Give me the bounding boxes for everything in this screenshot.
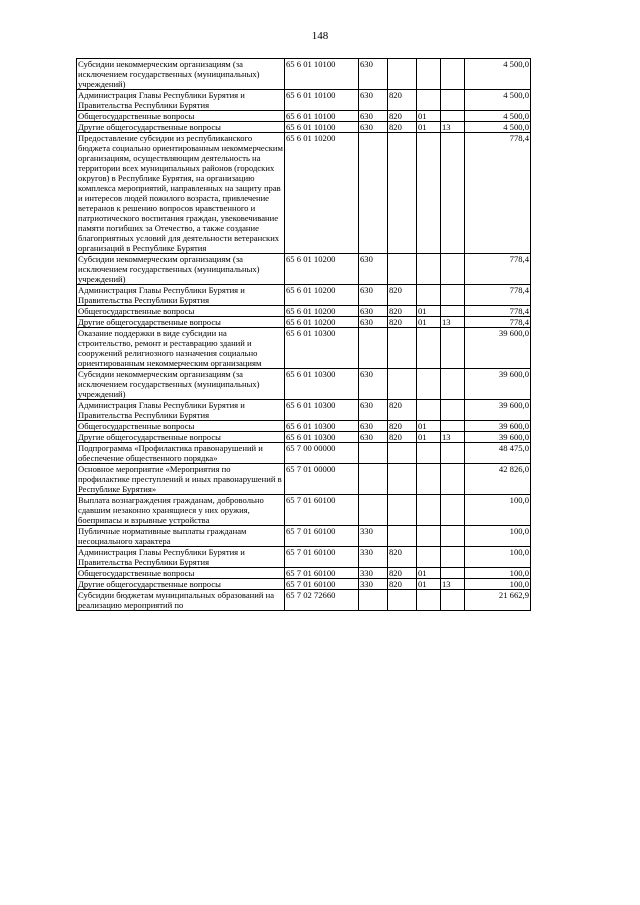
row-admin-code: 820 bbox=[388, 285, 417, 306]
row-expense-type: 630 bbox=[359, 254, 388, 285]
row-admin-code: 820 bbox=[388, 547, 417, 568]
row-section bbox=[417, 495, 441, 526]
row-section: 01 bbox=[417, 111, 441, 122]
table-row bbox=[77, 495, 531, 526]
row-amount: 778,4 bbox=[465, 285, 531, 306]
row-amount: 4 500,0 bbox=[465, 111, 531, 122]
table-row bbox=[77, 443, 531, 464]
row-name: Субсидии некоммерческим организациям (за исключением государственных (муниципальных) учреждений) bbox=[77, 59, 285, 90]
table-row bbox=[77, 328, 531, 369]
row-target-code: 65 7 01 60100 bbox=[285, 526, 359, 547]
row-subsection bbox=[441, 443, 465, 464]
row-section bbox=[417, 328, 441, 369]
row-amount: 778,4 bbox=[465, 254, 531, 285]
row-amount: 39 600,0 bbox=[465, 369, 531, 400]
row-admin-code: 820 bbox=[388, 432, 417, 443]
row-target-code: 65 7 00 00000 bbox=[285, 443, 359, 464]
row-subsection bbox=[441, 111, 465, 122]
table-row bbox=[77, 421, 531, 432]
row-target-code: 65 7 01 00000 bbox=[285, 464, 359, 495]
table-row bbox=[77, 547, 531, 568]
row-target-code: 65 6 01 10200 bbox=[285, 306, 359, 317]
row-target-code: 65 6 01 10100 bbox=[285, 111, 359, 122]
row-amount: 100,0 bbox=[465, 579, 531, 590]
row-amount: 100,0 bbox=[465, 547, 531, 568]
row-name: Подпрограмма «Профилактика правонарушений и обеспечение общественного порядка» bbox=[77, 443, 285, 464]
row-expense-type: 630 bbox=[359, 400, 388, 421]
row-name: Общегосударственные вопросы bbox=[77, 111, 285, 122]
row-subsection bbox=[441, 369, 465, 400]
table-row bbox=[77, 432, 531, 443]
row-target-code: 65 6 01 10200 bbox=[285, 285, 359, 306]
row-section bbox=[417, 369, 441, 400]
row-section bbox=[417, 590, 441, 611]
row-admin-code bbox=[388, 443, 417, 464]
row-target-code: 65 6 01 10300 bbox=[285, 400, 359, 421]
row-target-code: 65 7 01 60100 bbox=[285, 568, 359, 579]
row-name: Администрация Главы Республики Бурятия и Правительства Республики Бурятия bbox=[77, 285, 285, 306]
row-section: 01 bbox=[417, 568, 441, 579]
row-expense-type: 630 bbox=[359, 59, 388, 90]
row-expense-type: 630 bbox=[359, 90, 388, 111]
row-admin-code bbox=[388, 133, 417, 254]
row-name: Общегосударственные вопросы bbox=[77, 568, 285, 579]
row-subsection bbox=[441, 464, 465, 495]
row-subsection: 13 bbox=[441, 122, 465, 133]
row-amount: 42 826,0 bbox=[465, 464, 531, 495]
row-subsection: 13 bbox=[441, 432, 465, 443]
row-amount: 39 600,0 bbox=[465, 328, 531, 369]
table-row bbox=[77, 579, 531, 590]
row-admin-code: 820 bbox=[388, 111, 417, 122]
row-admin-code: 820 bbox=[388, 122, 417, 133]
row-expense-type bbox=[359, 464, 388, 495]
row-expense-type: 330 bbox=[359, 547, 388, 568]
row-amount: 778,4 bbox=[465, 133, 531, 254]
row-target-code: 65 6 01 10100 bbox=[285, 122, 359, 133]
table-row bbox=[77, 122, 531, 133]
row-name: Общегосударственные вопросы bbox=[77, 306, 285, 317]
row-subsection bbox=[441, 59, 465, 90]
row-section: 01 bbox=[417, 579, 441, 590]
row-admin-code bbox=[388, 328, 417, 369]
row-admin-code bbox=[388, 495, 417, 526]
row-expense-type: 630 bbox=[359, 111, 388, 122]
row-amount: 100,0 bbox=[465, 495, 531, 526]
row-target-code: 65 6 01 10100 bbox=[285, 59, 359, 90]
row-target-code: 65 7 02 72660 bbox=[285, 590, 359, 611]
row-section bbox=[417, 443, 441, 464]
row-admin-code bbox=[388, 254, 417, 285]
row-name: Публичные нормативные выплаты гражданам несоциального характера bbox=[77, 526, 285, 547]
row-admin-code bbox=[388, 369, 417, 400]
row-target-code: 65 6 01 10100 bbox=[285, 90, 359, 111]
row-amount: 778,4 bbox=[465, 317, 531, 328]
row-admin-code bbox=[388, 590, 417, 611]
table-row bbox=[77, 369, 531, 400]
row-admin-code: 820 bbox=[388, 579, 417, 590]
row-section: 01 bbox=[417, 306, 441, 317]
row-subsection bbox=[441, 590, 465, 611]
row-subsection bbox=[441, 526, 465, 547]
row-amount: 778,4 bbox=[465, 306, 531, 317]
row-subsection bbox=[441, 328, 465, 369]
budget-table-body bbox=[77, 59, 531, 611]
table-row bbox=[77, 317, 531, 328]
row-section bbox=[417, 254, 441, 285]
row-name: Администрация Главы Республики Бурятия и Правительства Республики Бурятия bbox=[77, 400, 285, 421]
row-target-code: 65 6 01 10200 bbox=[285, 317, 359, 328]
row-admin-code: 820 bbox=[388, 421, 417, 432]
row-expense-type: 330 bbox=[359, 579, 388, 590]
row-name: Другие общегосударственные вопросы bbox=[77, 317, 285, 328]
row-admin-code bbox=[388, 526, 417, 547]
row-target-code: 65 7 01 60100 bbox=[285, 579, 359, 590]
row-expense-type bbox=[359, 443, 388, 464]
row-subsection bbox=[441, 306, 465, 317]
table-row bbox=[77, 285, 531, 306]
row-target-code: 65 6 01 10300 bbox=[285, 432, 359, 443]
table-row bbox=[77, 90, 531, 111]
row-section bbox=[417, 90, 441, 111]
row-expense-type: 630 bbox=[359, 122, 388, 133]
row-name: Основное мероприятие «Мероприятия по профилактике преступлений и иных правонарушений в Республике Бурятия» bbox=[77, 464, 285, 495]
row-name: Субсидии некоммерческим организациям (за исключением государственных (муниципальных) учреждений) bbox=[77, 369, 285, 400]
row-amount: 100,0 bbox=[465, 526, 531, 547]
row-expense-type: 630 bbox=[359, 432, 388, 443]
row-expense-type bbox=[359, 495, 388, 526]
row-name: Администрация Главы Республики Бурятия и Правительства Республики Бурятия bbox=[77, 547, 285, 568]
row-subsection: 13 bbox=[441, 317, 465, 328]
row-target-code: 65 6 01 10300 bbox=[285, 328, 359, 369]
row-name: Другие общегосударственные вопросы bbox=[77, 432, 285, 443]
row-expense-type: 630 bbox=[359, 306, 388, 317]
row-admin-code bbox=[388, 59, 417, 90]
row-subsection bbox=[441, 254, 465, 285]
row-amount: 4 500,0 bbox=[465, 122, 531, 133]
table-row bbox=[77, 59, 531, 90]
row-expense-type bbox=[359, 590, 388, 611]
table-row bbox=[77, 111, 531, 122]
row-expense-type: 330 bbox=[359, 526, 388, 547]
row-name: Субсидии некоммерческим организациям (за исключением государственных (муниципальных) учреждений) bbox=[77, 254, 285, 285]
row-expense-type: 330 bbox=[359, 568, 388, 579]
table-row bbox=[77, 133, 531, 254]
row-amount: 4 500,0 bbox=[465, 59, 531, 90]
row-section: 01 bbox=[417, 432, 441, 443]
budget-table bbox=[76, 58, 531, 611]
row-subsection: 13 bbox=[441, 579, 465, 590]
row-name: Предоставление субсидии из республиканского бюджета социально ориентированным некоммерческим организациям, осуществляющим деятельность на территории всех муниципальных районов (городских округов) в Республике Бурятия, на организацию комплекса мероприятий, направленных на защиту прав и интересов людей пожилого возраста, привлечение ветеранов к решению вопросов нравственного и патриотического воспитания граждан, увековечивание памяти погибших за Отечество, а также создание благоприятных условий для деятельности ветеранских организаций в Республике Бурятия bbox=[78, 133, 283, 253]
row-subsection bbox=[441, 547, 465, 568]
page-number: 148 bbox=[311, 30, 329, 42]
row-amount: 39 600,0 bbox=[465, 421, 531, 432]
row-subsection bbox=[441, 421, 465, 432]
table-row bbox=[77, 526, 531, 547]
row-amount: 4 500,0 bbox=[465, 90, 531, 111]
row-section bbox=[417, 133, 441, 254]
row-name: Общегосударственные вопросы bbox=[77, 421, 285, 432]
row-expense-type: 630 bbox=[359, 369, 388, 400]
row-target-code: 65 6 01 10200 bbox=[285, 133, 359, 254]
row-expense-type bbox=[359, 133, 388, 254]
row-expense-type: 630 bbox=[359, 285, 388, 306]
row-subsection bbox=[441, 90, 465, 111]
row-target-code: 65 7 01 60100 bbox=[285, 547, 359, 568]
row-expense-type: 630 bbox=[359, 421, 388, 432]
row-section: 01 bbox=[417, 421, 441, 432]
row-target-code: 65 6 01 10200 bbox=[285, 254, 359, 285]
row-subsection bbox=[441, 285, 465, 306]
row-amount: 39 600,0 bbox=[465, 400, 531, 421]
row-amount: 100,0 bbox=[465, 568, 531, 579]
row-admin-code bbox=[388, 464, 417, 495]
table-row bbox=[77, 254, 531, 285]
row-subsection bbox=[441, 133, 465, 254]
table-row bbox=[77, 306, 531, 317]
row-section bbox=[417, 400, 441, 421]
row-target-code: 65 6 01 10300 bbox=[285, 369, 359, 400]
row-admin-code: 820 bbox=[388, 90, 417, 111]
row-name: Другие общегосударственные вопросы bbox=[77, 122, 285, 133]
row-section bbox=[417, 59, 441, 90]
row-admin-code: 820 bbox=[388, 306, 417, 317]
table-row bbox=[77, 464, 531, 495]
row-amount: 39 600,0 bbox=[465, 432, 531, 443]
row-target-code: 65 7 01 60100 bbox=[285, 495, 359, 526]
row-expense-type: 630 bbox=[359, 317, 388, 328]
row-name: Администрация Главы Республики Бурятия и Правительства Республики Бурятия bbox=[77, 90, 285, 111]
table-row bbox=[77, 400, 531, 421]
table-row bbox=[77, 568, 531, 579]
row-name: Другие общегосударственные вопросы bbox=[77, 579, 285, 590]
row-expense-type bbox=[359, 328, 388, 369]
table-row bbox=[77, 590, 531, 611]
row-name: Выплата вознаграждения гражданам, добровольно сдавшим незаконно хранящиеся у них оружия, боеприпасы и взрывные устройства bbox=[77, 495, 285, 526]
row-section bbox=[417, 285, 441, 306]
row-section bbox=[417, 526, 441, 547]
row-section: 01 bbox=[417, 122, 441, 133]
row-admin-code: 820 bbox=[388, 568, 417, 579]
row-subsection bbox=[441, 495, 465, 526]
row-amount: 48 475,0 bbox=[465, 443, 531, 464]
row-subsection bbox=[441, 400, 465, 421]
row-section: 01 bbox=[417, 317, 441, 328]
row-section bbox=[417, 464, 441, 495]
row-name: Субсидии бюджетам муниципальных образований на реализацию мероприятий по bbox=[77, 590, 285, 611]
row-target-code: 65 6 01 10300 bbox=[285, 421, 359, 432]
row-admin-code: 820 bbox=[388, 317, 417, 328]
row-section bbox=[417, 547, 441, 568]
row-admin-code: 820 bbox=[388, 400, 417, 421]
row-name: Оказание поддержки в виде субсидии на строительство, ремонт и реставрацию зданий и сооружений религиозного назначения социально ориентированным некоммерческим организациям bbox=[77, 328, 285, 369]
row-subsection bbox=[441, 568, 465, 579]
row-amount: 21 662,9 bbox=[465, 590, 531, 611]
